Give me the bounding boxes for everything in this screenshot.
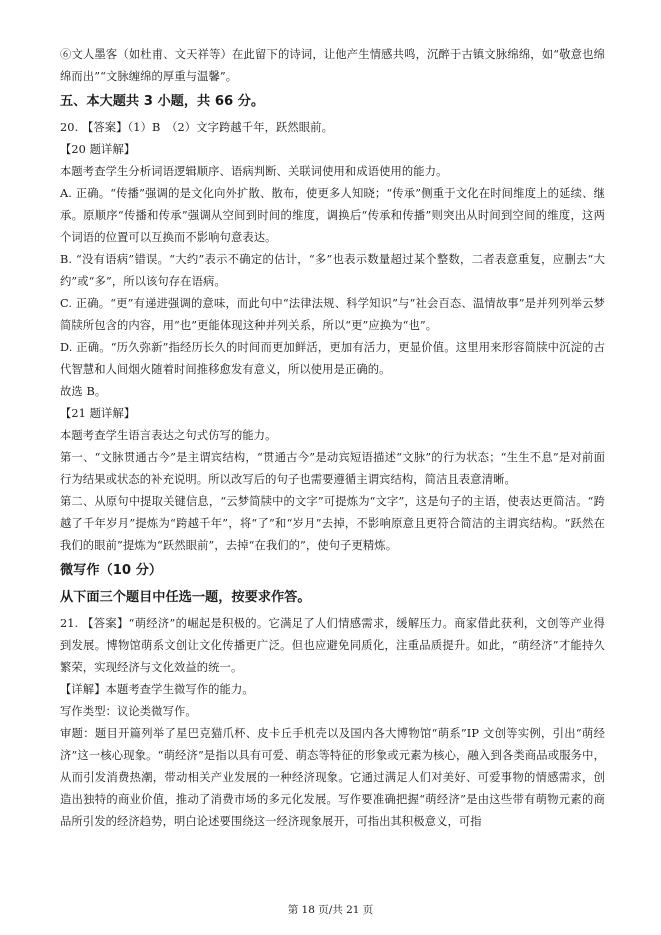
section-heading: 微写作（10 分）: [60, 563, 163, 578]
page-content: [60, 44, 605, 833]
paragraph: 【详解】本题考查学生微写作的能力。: [60, 683, 254, 696]
paragraph: 本题考查学生分析词语逻辑顺序、语病判断、关联词使用和成语使用的能力。: [60, 165, 448, 178]
answer-20: 20. 【答案】（1）B （2）文字跨越千年，跃然眼前。: [60, 121, 333, 134]
section-heading: 从下面三个题目中任选一题，按要求作答。: [60, 590, 311, 605]
option-d: D. 正确。“历久弥新”指经历长久的时间而更加鲜活，更加有活力，更显价值。这里用来形容简牍中沉淀的古代智慧和人间烟火随着时间推移愈发有意义，所以使用是正确的。: [60, 341, 605, 376]
section-heading: 五、本大题共 3 小题，共 66 分。: [60, 94, 265, 109]
paragraph: 第一、“文脉贯通古今”是主谓宾结构，“贯通古今”是动宾短语描述“文脉”的行为状态；“生生不息”是对前面行为结果或状态的补充说明。所以改写后的句子也需要遵循主谓宾结构，简洁且表意清晰。: [60, 451, 605, 486]
paragraph: 本题考查学生语言表达之句式仿写的能力。: [60, 429, 277, 442]
paragraph: 写作类型：议论类微写作。: [60, 705, 197, 718]
option-a: A. 正确。“传播”强调的是文化向外扩散、散布，使更多人知晓；“传承”侧重于文化在时间维度上的延续、继承。原顺序“传播和传承”强调从空间到时间的维度，调换后“传承和传播”则突出从时间到空间的维度，这两个词语的位置可以互换而不影响句意表达。: [60, 187, 605, 244]
option-c: C. 正确。“更”有递进强调的意味，而此句中“法律法规、科学知识”与“社会百态、温情故事”是并列列举云梦简牍所包含的内容，用“也”更能体现这种并列关系，所以“更”应换为“也”。: [60, 297, 605, 332]
page-number: 第 18 页/共 21 页: [287, 904, 374, 916]
explanation-21-heading: 【21 题详解】: [60, 407, 136, 420]
conclusion: 故选 B。: [60, 385, 107, 398]
explanation-20-heading: 【20 题详解】: [60, 143, 136, 156]
paragraph: 审题：题目开篇列举了星巴克猫爪杯、皮卡丘手机壳以及国内各大博物馆“萌系”IP 文创等实例，引出“萌经济”这一核心现象。“萌经济”是指以具有可爱、萌态等特征的形象或元素为核心，融入到各类商品或服务中，从而引发消费热潮，带动相关产业发展的一种经济现象。它通过满足人们对美好、可爱事物的情感需求，创造出独特的商业价值，推动了消费市场的多元化发展。写作要准确把握“萌经济”是由这些带有萌物元素的商品所引发的经济趋势，明白论述要围绕这一经济现象展开，可指出其积极意义，可指: [60, 727, 605, 828]
answer-21: 21. 【答案】“萌经济”的崛起是积极的。它满足了人们情感需求，缓解压力。商家借此获利，文创等产业得到发展。博物馆萌系文创让文化传播更广泛。但也应避免同质化，注重品质提升。如此，“萌经济”才能持久繁荣，实现经济与文化效益的统一。: [60, 617, 605, 674]
paragraph: ⑥文人墨客（如杜甫、文天祥等）在此留下的诗词，让他产生情感共鸣，沉醉于古镇文脉绵绵，如“敬意也绵绵而出”“文脉缠绵的厚重与温馨”。: [60, 48, 605, 83]
paragraph: 第二、从原句中提取关键信息，“云梦简牍中的文字”可提炼为“文字”，这是句子的主语，使表达更简洁。“跨越了千年岁月”提炼为“跨越千年”，将“了”和“岁月”去掉，不影响原意且更符合简洁的主谓宾结构。“跃然在我们的眼前”提炼为“跃然眼前”，去掉“在我们的”，使句子更精炼。: [60, 495, 605, 552]
option-b: B. “没有语病”错误。“大约”表示不确定的估计，“多”也表示数量超过某个整数，二者表意重复，应删去“大约”或“多”，所以该句存在语病。: [60, 253, 605, 288]
